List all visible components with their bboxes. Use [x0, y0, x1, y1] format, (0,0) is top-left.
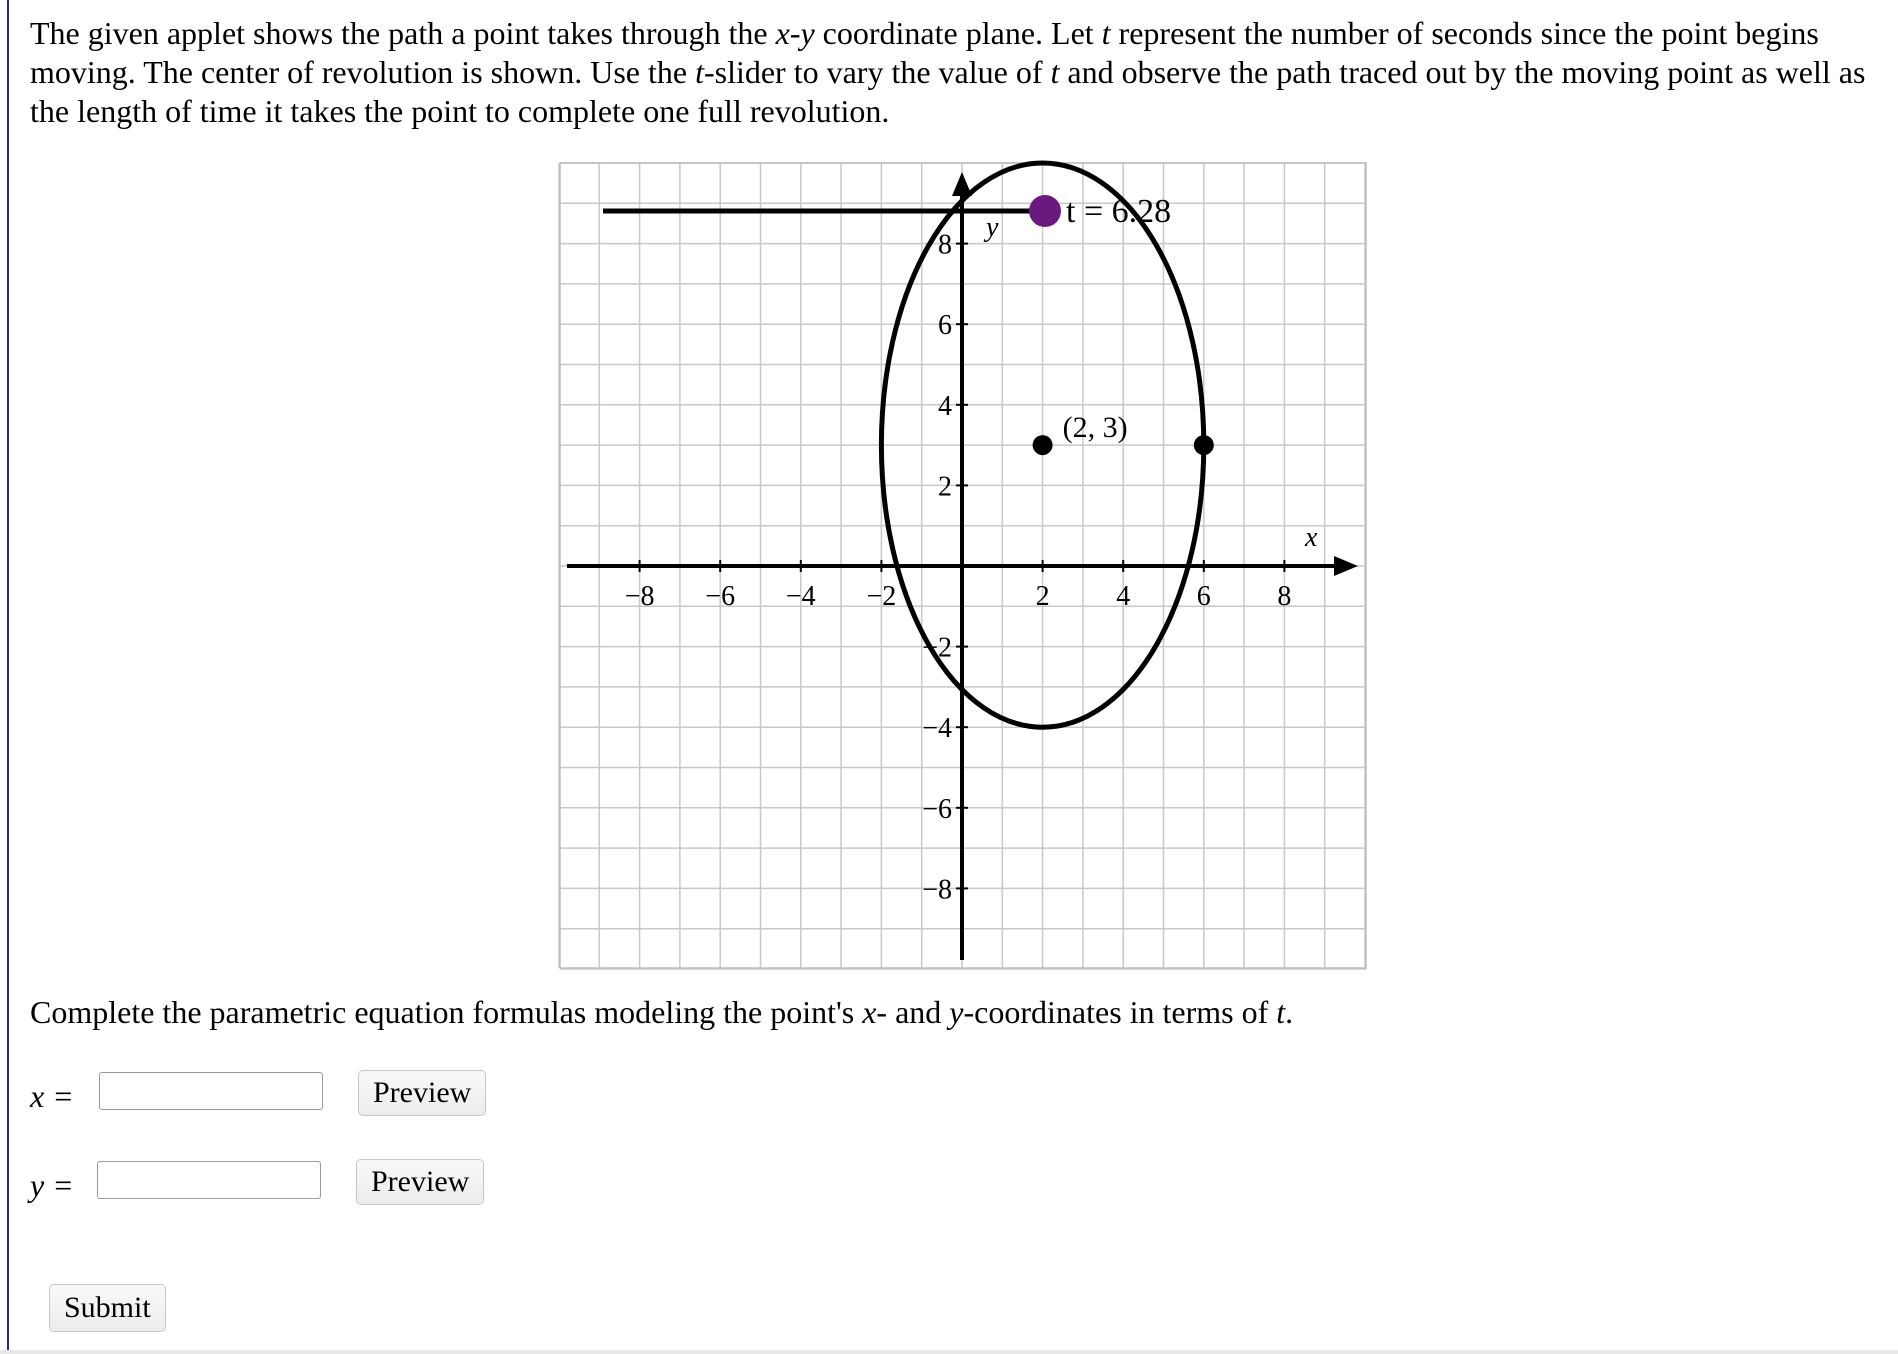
problem-prompt: The given applet shows the path a point takes through the x-y coordinate plane. Let t represent the number of seconds since the point begins moving. The center of revolution is shown. Use the t-slider to vary the value of t and observe the path traced out by the moving point as well as the length of time it takes the point to complete one full revolution. — [30, 15, 1866, 129]
x-axis-arrow — [1334, 556, 1358, 576]
y-tick-label: 2 — [938, 471, 952, 503]
y-tick-label: −4 — [922, 713, 952, 745]
y-answer-input[interactable] — [97, 1161, 321, 1199]
bottom-divider — [0, 1350, 1898, 1354]
y-tick-label: 8 — [938, 229, 952, 261]
x-equation-label: x = — [30, 1078, 73, 1114]
x-tick-label: 4 — [1116, 581, 1131, 612]
y-equation-label: y = — [30, 1167, 73, 1203]
y-tick-label: −2 — [922, 632, 952, 664]
x-tick-label: 8 — [1277, 581, 1292, 612]
x-axis-label: x — [1305, 522, 1318, 553]
x-tick-label: 2 — [1035, 581, 1050, 612]
center-of-revolution-label: (2, 3) — [1062, 411, 1128, 445]
y-axis-label: y — [986, 212, 999, 243]
y-tick-label: 4 — [938, 390, 952, 422]
axes — [567, 172, 1358, 960]
x-tick-label: −4 — [785, 581, 816, 612]
center-of-revolution-point — [1033, 435, 1053, 455]
x-answer-input[interactable] — [99, 1072, 323, 1110]
t-slider-label: t = 6.28 — [1066, 193, 1172, 230]
moving-point — [1194, 435, 1214, 455]
t-slider-thumb[interactable] — [1029, 195, 1061, 227]
x-tick-label: −8 — [624, 581, 655, 612]
y-tick-label: −6 — [922, 793, 952, 825]
preview-x-button[interactable]: Preview — [358, 1070, 486, 1116]
submit-button[interactable]: Submit — [49, 1284, 166, 1332]
x-tick-label: 6 — [1196, 581, 1211, 612]
instruction-text: Complete the parametric equation formulas modeling the point's x- and y-coordinates in terms of t. — [30, 994, 1294, 1030]
x-tick-label: −2 — [866, 581, 897, 612]
preview-y-button[interactable]: Preview — [356, 1159, 484, 1205]
y-tick-label: 6 — [938, 310, 952, 342]
x-tick-label: −6 — [705, 581, 736, 612]
y-tick-label: −8 — [922, 874, 952, 906]
